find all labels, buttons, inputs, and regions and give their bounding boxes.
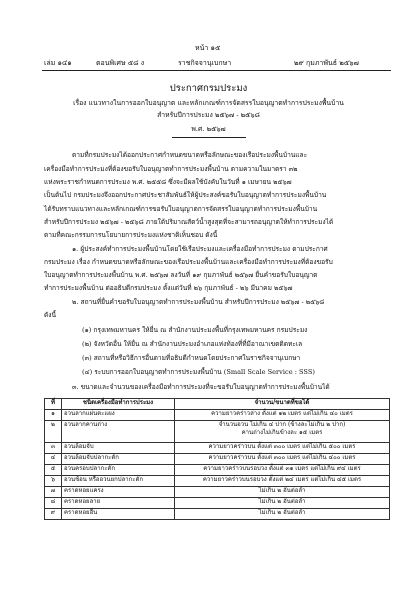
row-number: ๕ [45, 465, 62, 476]
page-number: หน้า ๑๕ [195, 44, 221, 52]
body-paragraph-line: ๓. ขนาดและจำนวนของเครื่องมือทำการประมงที่จะขอรับใบอนุญาตทำการประมงพื้นบ้านได้ [72, 383, 330, 391]
gear-size: ไม่เกิน ๒ อันต่อลำ [175, 498, 390, 509]
gear-size: ความยาวคร่าวล่าง ตั้งแต่ ๑๒ เมตร แต่ไม่เกิน ๔๐ เมตร [175, 410, 390, 421]
gear-size: ความยาวคร่าวบน ตั้งแต่ ๓๐๐ เมตร แต่ไม่เกิน ๔๐๐ เมตร [175, 454, 390, 465]
list-item: (๑) กรุงเทพมหานคร ให้ยื่น ณ สำนักงานประมงพื้นที่กรุงเทพมหานคร กรมประมง [82, 326, 308, 334]
doc-subject-line-1: เรื่อง แนวทางในการออกใบอนุญาต และหลักเกณฑ์การจัดสรรใบอนุญาตทำการประมงพื้นบ้าน [73, 99, 344, 107]
title-divider [172, 137, 246, 138]
gear-size: ความยาวคร่าวบนรอบวง ตั้งแต่ ๒๔ เมตร แต่ไม่เกิน ๔๕ เมตร [175, 476, 390, 487]
header-divider [42, 70, 391, 71]
table-header-tool: ชนิดเครื่องมือทำการประมง [62, 399, 175, 410]
table-row [45, 454, 390, 465]
issue-label: ตอนพิเศษ ๕๘ ง [96, 59, 145, 67]
gear-type: คราดหอยอื่น [62, 509, 175, 520]
gear-type: อวนช้อน หรืออวนยกปลากะตัก [62, 476, 175, 487]
body-paragraph-line: ใบอนุญาตทำการประมงพื้นบ้าน พ.ศ. ๒๕๖๗ ลงวันที่ ๑๙ กุมภาพันธ์ ๒๕๖๗ ยื่นคำขอรับใบอนุญาต [44, 271, 318, 279]
table-row [45, 487, 390, 498]
doc-subject-line-2: สำหรับปีการประมง ๒๕๖๗ - ๒๕๖๘ [157, 111, 260, 119]
gear-size: ความยาวคร่าวบนรอบวง ตั้งแต่ ๓๑ เมตร แต่ไม่เกิน ๙๔ เมตร [175, 465, 390, 476]
gear-size: จำนวนอวน ไม่เกิน ๔ ปาก (ข้างละไม่เกิน ๒ ปาก) [218, 421, 346, 428]
body-paragraph-line: เป็นต้นไป กรมประมงจึงออกประกาศประชาสัมพันธ์ให้ผู้ประสงค์ขอรับใบอนุญาตทำการประมงพื้นบ้าน [44, 191, 327, 199]
body-paragraph-line: ๒. สถานที่ยื่นคำขอรับใบอนุญาตทำการประมงพื้นบ้าน สำหรับปีการประมง ๒๕๖๗ - ๒๕๖๘ [72, 298, 325, 306]
list-item: (๒) จังหวัดอื่น ให้ยื่น ณ สำนักงานประมงอำเภอแห่งท้องที่ที่มีอาณาเขตติดทะเล [82, 340, 303, 348]
table-header-size: จำนวน/ขนาดที่ขอได้ [175, 399, 390, 410]
gear-size: ความยาวคร่าวบน ตั้งแต่ ๓๐๐ เมตร แต่ไม่เกิน ๕๐๐ เมตร [175, 443, 390, 454]
table-row [45, 509, 390, 520]
gear-size-cell [175, 421, 390, 443]
table-row [45, 421, 390, 443]
body-paragraph-line: ได้รับทราบแนวทางและหลักเกณฑ์การขอรับใบอนุญาตการจัดสรรใบอนุญาตทำการประมงพื้นบ้าน [44, 205, 318, 213]
row-number: ๙ [45, 509, 62, 520]
body-paragraph-line: ทำการประมงพื้นบ้าน ต่ออธิบดีกรมประมง ตั้งแต่วันที่ ๒๖ กุมภาพันธ์ - ๒๖ มีนาคม ๒๕๖๗ [44, 284, 293, 292]
table-row [45, 476, 390, 487]
body-paragraph-line: ตามที่คณะกรรมการนโยบายการประมงแห่งชาติเห็นชอบ ดังนี้ [44, 231, 218, 239]
gear-type: อวนครอบปลากะตัก [62, 465, 175, 476]
fishing-gear-table [44, 398, 390, 520]
gear-size-note: คานถ่างไม่เกินข้างละ ๑๕ เมตร [241, 428, 323, 436]
gear-type: อวนล้อมจับ [62, 443, 175, 454]
body-paragraph-line: สำหรับปีการประมง ๒๕๖๗ - ๒๕๖๘ ภายใต้ปริมาณสัตว์น้ำสูงสุดที่จะสามารถอนุญาตให้ทำการประมงได้ [44, 218, 334, 226]
row-number: ๓ [45, 443, 62, 454]
table-row [45, 410, 390, 421]
row-number: ๗ [45, 487, 62, 498]
body-paragraph-line: เครื่องมือทำการประมงที่ต้องขอรับใบอนุญาตทำการประมงพื้นบ้าน ตามความในมาตรา ๓๒ [44, 165, 298, 173]
body-paragraph-line: ดังนี้ [44, 311, 57, 319]
row-number: ๖ [45, 476, 62, 487]
gazette-name: ราชกิจจานุเบกษา [178, 59, 232, 67]
table-row [45, 465, 390, 476]
volume-label: เล่ม ๑๔๑ [44, 59, 72, 67]
body-paragraph-line: แห่งพระราชกำหนดการประมง พ.ศ. ๒๕๕๘ ซึ่งจะมีผลใช้บังคับในวันที่ ๑ เมษายน ๒๕๖๗ [44, 178, 292, 186]
doc-subject-line-3: พ.ศ. ๒๕๖๗ [191, 125, 226, 133]
gear-size: ไม่เกิน ๒ อันต่อลำ [175, 487, 390, 498]
gear-type: อวนล้อมจับปลากะตัก [62, 454, 175, 465]
body-paragraph-line: ตามที่กรมประมงได้ออกประกาศกำหนดขนาดหรือลักษณะของเรือประมงพื้นบ้านและ [72, 151, 308, 159]
list-item: (๓) สถานที่หรือวิธีการอื่นตามที่อธิบดีกำหนดโดยประกาศในราชกิจจานุเบกษา [82, 354, 301, 362]
list-item: (๔) ระบบการออกใบอนุญาตทำการประมงพื้นบ้าน (Small Scale Service : SSS) [82, 368, 315, 376]
body-paragraph-line: ๑. ผู้ประสงค์ทำการประมงพื้นบ้านโดยใช้เรือประมงและเครื่องมือทำการประมง ตามประกาศ [72, 245, 328, 253]
table-row [45, 498, 390, 509]
row-number: ๘ [45, 498, 62, 509]
row-number: ๒ [45, 421, 62, 443]
gear-type: อวนลากคานถ่าง [62, 421, 175, 443]
body-paragraph-line: กรมประมง เรื่อง กำหนดขนาดหรือลักษณะของเรือประมงพื้นบ้านและเครื่องมือทำการประมงที่ต้องขอรับ [44, 258, 333, 266]
table-row [45, 443, 390, 454]
gear-type: คราดหอยลาย [62, 498, 175, 509]
gear-size: ไม่เกิน ๒ อันต่อลำ [175, 509, 390, 520]
row-number: ๑ [45, 410, 62, 421]
doc-title: ประกาศกรมประมง [169, 83, 248, 94]
row-number: ๔ [45, 454, 62, 465]
gear-type: อวนลากแผ่นตะแผง [62, 410, 175, 421]
gazette-date: ๒๙ กุมภาพันธ์ ๒๕๖๗ [294, 59, 359, 67]
table-header-no: ที่ [45, 399, 62, 410]
gear-type: คราดหอยแครง [62, 487, 175, 498]
